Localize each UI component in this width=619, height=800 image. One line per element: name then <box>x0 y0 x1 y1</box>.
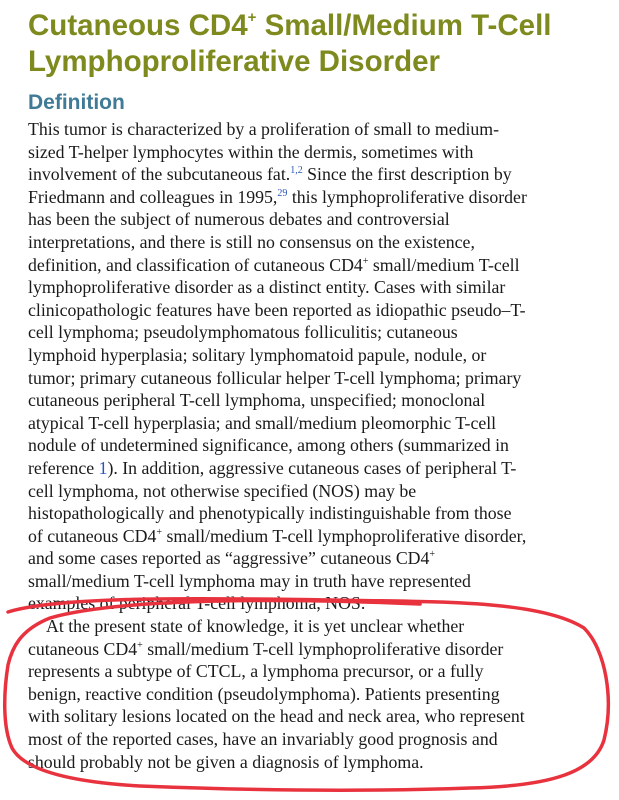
title-text: Cutaneous CD4 <box>28 9 248 42</box>
text-line: tumor; primary cutaneous follicular helper T-cell lymphoma; primary <box>28 367 522 388</box>
superscript: + <box>362 255 369 267</box>
text-line: cell lymphoma; pseudolymphomatous folliculitis; cutaneous <box>28 322 458 343</box>
paragraph <box>28 118 614 615</box>
citation-link[interactable]: 29 <box>277 187 288 199</box>
text-line: small/medium T-cell lymphoma may in truth have represented <box>28 570 471 591</box>
text-line: examples of peripheral T-cell lymphoma, NOS. <box>28 593 366 614</box>
text-line: definition, and classification of cutaneous CD4 <box>28 254 363 275</box>
chapter-title <box>28 0 614 80</box>
superscript: + <box>137 639 143 651</box>
title-text: Lymphoproliferative Disorder <box>28 45 440 78</box>
text-line: lymphoproliferative disorder as a distinct entity. Cases with similar <box>28 277 506 298</box>
text-line: benign, reactive condition (pseudolymphoma). Patients presenting <box>28 683 500 704</box>
text-line: small/medium T-cell lymphoproliferative disorder, <box>162 525 527 546</box>
superscript: + <box>156 526 163 538</box>
text-line: cutaneous CD4 <box>28 638 138 659</box>
text-line: lymphoid hyperplasia; solitary lymphomatoid papule, nodule, or <box>28 344 487 365</box>
text-line: most of the reported cases, have an invariably good prognosis and <box>28 729 498 750</box>
text-line: Since the first description by <box>302 164 512 185</box>
title-text: Small/Medium T-Cell <box>256 9 552 42</box>
citation-link[interactable]: 1,2 <box>290 165 303 177</box>
text-line: cutaneous peripheral T-cell lymphoma, unspecified; monoclonal <box>28 390 486 411</box>
text-line: clinicopathologic features have been reported as idiopathic pseudo–T- <box>28 299 526 320</box>
text-line: with solitary lesions located on the head and neck area, who represent <box>28 706 525 727</box>
text-line: and some cases reported as “aggressive” cutaneous CD4 <box>28 548 430 569</box>
text-line: involvement of the subcutaneous fat. <box>28 164 291 185</box>
text-line: has been the subject of numerous debates and controversial <box>28 209 450 230</box>
text-line: small/medium T-cell lymphoproliferative disorder <box>142 638 504 659</box>
text-line: This tumor is characterized by a proliferation of small to medium- <box>28 119 500 139</box>
text-line: nodule of undetermined significance, among others (summarized in <box>28 435 509 456</box>
document-page <box>28 0 614 773</box>
section-heading: Definition <box>28 91 125 114</box>
text-line: At the present state of knowledge, it is yet unclear whether <box>46 616 465 637</box>
text-line: Friedmann and colleagues in 1995, <box>28 186 278 207</box>
body-text <box>28 118 614 773</box>
text-line: should probably not be given a diagnosis of lymphoma. <box>28 751 424 772</box>
text-line: sized T-helper lymphocytes within the dermis, sometimes with <box>28 141 474 162</box>
citation-link[interactable]: 1 <box>98 457 108 478</box>
paragraph <box>28 615 614 773</box>
text-line: histopathologically and phenotypically indistinguishable from those <box>28 503 512 524</box>
text-line: atypical T-cell hyperplasia; and small/medium pleomorphic T-cell <box>28 412 497 433</box>
text-line: represents a subtype of CTCL, a lymphoma precursor, or a fully <box>28 661 484 682</box>
text-line: small/medium T-cell <box>368 254 520 275</box>
text-line: cell lymphoma, not otherwise specified (NOS) may be <box>28 480 417 501</box>
text-line: this lymphoproliferative disorder <box>287 186 527 207</box>
title-superscript: + <box>247 9 257 26</box>
text-line: interpretations, and there is still no consensus on the existence, <box>28 231 475 252</box>
text-line: ). In addition, aggressive cutaneous cases of peripheral T- <box>107 457 517 478</box>
text-line: of cutaneous CD4 <box>28 525 157 546</box>
superscript: + <box>429 549 436 561</box>
text-line: reference <box>28 457 99 478</box>
